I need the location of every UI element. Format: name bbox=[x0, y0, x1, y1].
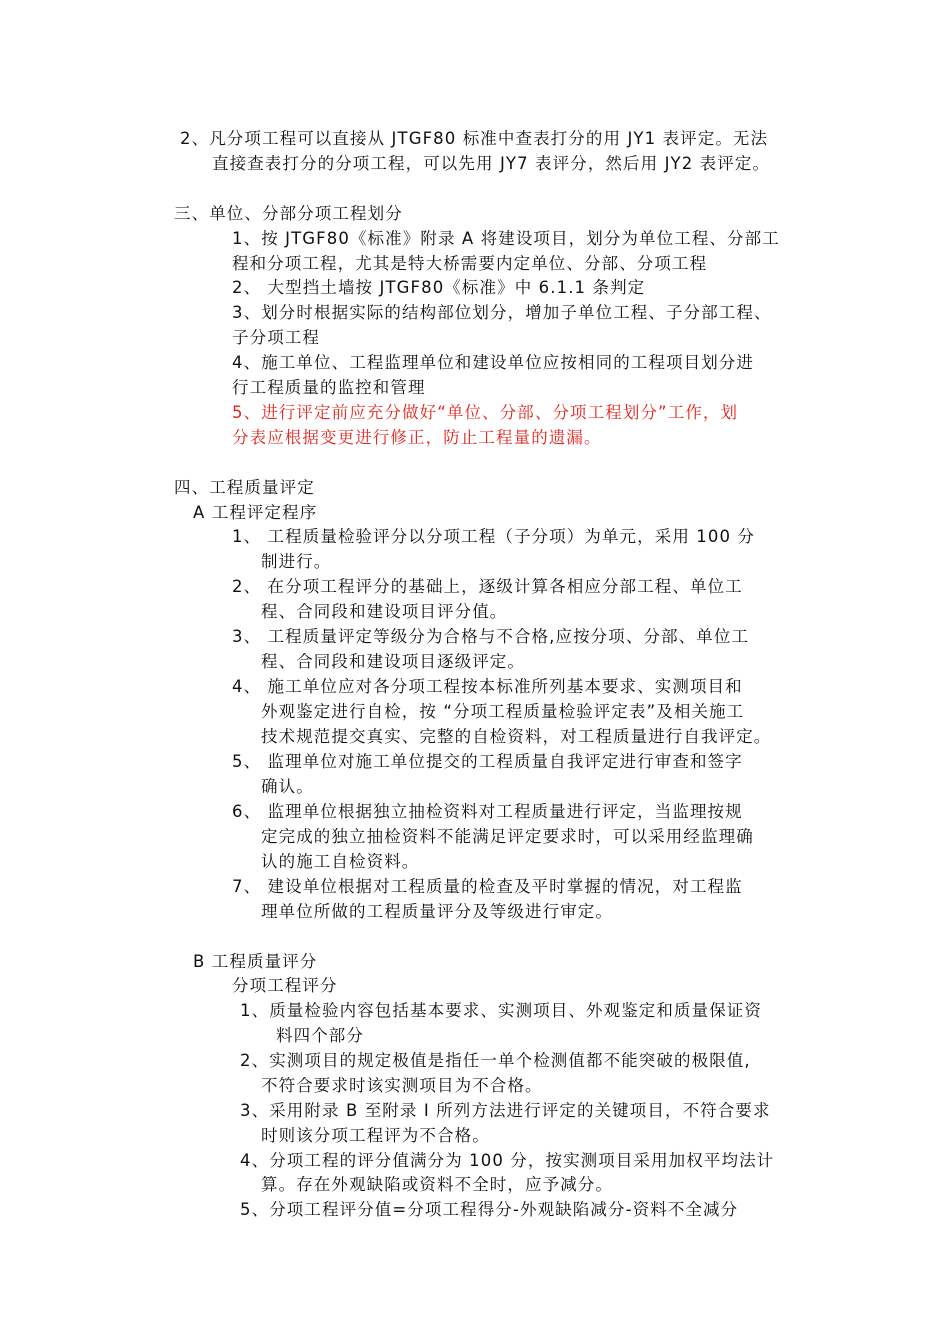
list-item-line: 程、合同段和建设项目评分值。 bbox=[261, 602, 508, 621]
list-item-line: 不符合要求时该实测项目为不合格。 bbox=[261, 1076, 543, 1095]
list-item-line: 5、 监理单位对施工单位提交的工程质量自我评定进行审查和签字 bbox=[232, 752, 743, 771]
list-item-line: 程和分项工程，尤其是特大桥需要内定单位、分部、分项工程 bbox=[232, 254, 708, 273]
list-item-line: 4、施工单位、工程监理单位和建设单位应按相同的工程项目划分进 bbox=[232, 353, 754, 372]
highlighted-list-item-line: 分表应根据变更进行修正，防止工程量的遗漏。 bbox=[232, 428, 602, 447]
list-item-line: 技术规范提交真实、完整的自检资料，对工程质量进行自我评定。 bbox=[261, 727, 772, 746]
list-item-line: 7、 建设单位根据对工程质量的检查及平时掌握的情况，对工程监 bbox=[232, 877, 743, 896]
subsection-heading: A 工程评定程序 bbox=[193, 503, 318, 522]
list-item-line: 认的施工自检资料。 bbox=[261, 852, 420, 871]
list-item-line: 1、质量检验内容包括基本要求、实测项目、外观鉴定和质量保证资 bbox=[240, 1001, 762, 1020]
list-item-line: 5、分项工程评分值=分项工程得分-外观缺陷减分-资料不全减分 bbox=[240, 1200, 739, 1219]
list-item-line: 子分项工程 bbox=[232, 328, 320, 347]
list-item-line: 4、分项工程的评分值满分为 100 分，按实测项目采用加权平均法计 bbox=[240, 1151, 775, 1170]
section-heading: 四、工程质量评定 bbox=[174, 478, 315, 497]
list-item-line: 2、 大型挡土墙按 JTGF80《标准》中 6.1.1 条判定 bbox=[232, 278, 646, 297]
paragraph-line: 2、凡分项工程可以直接从 JTGF80 标准中查表打分的用 JY1 表评定。无法 bbox=[180, 129, 769, 148]
list-item-line: 定完成的独立抽检资料不能满足评定要求时，可以采用经监理确 bbox=[261, 827, 754, 846]
subsection-subheading: 分项工程评分 bbox=[232, 976, 338, 995]
list-item-line: 料四个部分 bbox=[276, 1026, 364, 1045]
list-item-line: 确认。 bbox=[261, 777, 314, 796]
subsection-heading: B 工程质量评分 bbox=[193, 952, 318, 971]
list-item-line: 3、划分时根据实际的结构部位划分，增加子单位工程、子分部工程、 bbox=[232, 303, 772, 322]
list-item-line: 程、合同段和建设项目逐级评定。 bbox=[261, 652, 525, 671]
list-item-line: 外观鉴定进行自检，按 “分项工程质量检验评定表”及相关施工 bbox=[261, 702, 745, 721]
list-item-line: 3、 工程质量评定等级分为合格与不合格,应按分项、分部、单位工 bbox=[232, 627, 750, 646]
list-item-line: 6、 监理单位根据独立抽检资料对工程质量进行评定，当监理按规 bbox=[232, 802, 743, 821]
highlighted-list-item-line: 5、进行评定前应充分做好“单位、分部、分项工程划分”工作，划 bbox=[232, 403, 739, 422]
list-item-line: 理单位所做的工程质量评分及等级进行审定。 bbox=[261, 902, 613, 921]
list-item-line: 4、 施工单位应对各分项工程按本标准所列基本要求、实测项目和 bbox=[232, 677, 743, 696]
list-item-line: 1、按 JTGF80《标准》附录 A 将建设项目，划分为单位工程、分部工 bbox=[232, 229, 780, 248]
list-item-line: 1、 工程质量检验评分以分项工程（子分项）为单元，采用 100 分 bbox=[232, 527, 756, 546]
list-item-line: 3、采用附录 B 至附录 I 所列方法进行评定的关键项目，不符合要求 bbox=[240, 1101, 771, 1120]
list-item-line: 时则该分项工程评为不合格。 bbox=[261, 1126, 490, 1145]
list-item-line: 制进行。 bbox=[261, 552, 332, 571]
list-item-line: 2、实测项目的规定极值是指任一单个检测值都不能突破的极限值, bbox=[240, 1051, 751, 1070]
list-item-line: 2、 在分项工程评分的基础上，逐级计算各相应分部工程、单位工 bbox=[232, 577, 743, 596]
list-item-line: 算。存在外观缺陷或资料不全时，应予减分。 bbox=[261, 1175, 613, 1194]
list-item-line: 行工程质量的监控和管理 bbox=[232, 378, 426, 397]
section-heading: 三、单位、分部分项工程划分 bbox=[174, 204, 403, 223]
paragraph-line: 直接查表打分的分项工程，可以先用 JY7 表评分，然后用 JY2 表评定。 bbox=[212, 154, 771, 173]
